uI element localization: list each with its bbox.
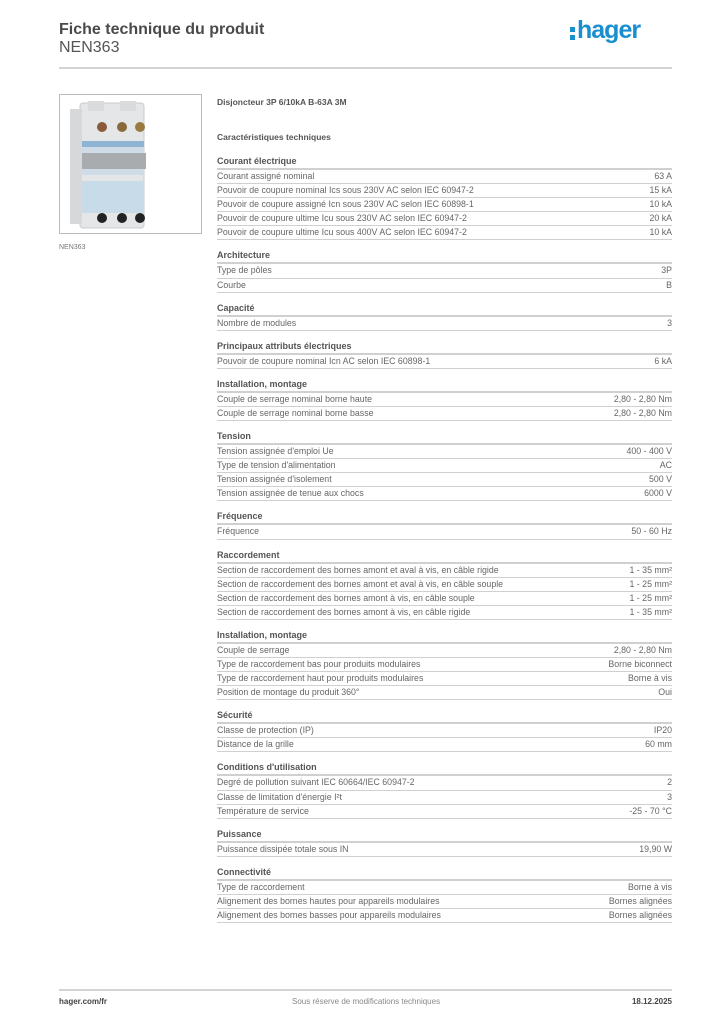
spec-label: Classe de limitation d'énergie I²t: [217, 791, 342, 802]
spec-section: [217, 828, 672, 857]
spec-label: Type de pôles: [217, 265, 272, 276]
spec-label: Section de raccordement des bornes amont et aval à vis, en câble souple: [217, 578, 504, 589]
spec-row: [217, 264, 672, 278]
spec-label: Section de raccordement des bornes amont à vis, en câble rigide: [217, 606, 471, 617]
spec-label: Position de montage du produit 360°: [217, 687, 360, 698]
spec-value: 500 V: [649, 474, 672, 485]
spec-value: 19,90 W: [639, 843, 672, 854]
spec-label: Alignement des bornes basses pour appareils modulaires: [217, 910, 441, 920]
spec-label: Courant assigné nominal: [217, 171, 315, 181]
spec-value: 400 - 400 V: [626, 446, 672, 457]
section-title: Installation, montage: [217, 378, 672, 393]
spec-section: [217, 866, 672, 923]
spec-row: [217, 407, 672, 421]
spec-label: Alignement des bornes hautes pour appareils modulaires: [217, 895, 440, 906]
spec-row: [217, 791, 672, 805]
spec-row: [217, 564, 672, 578]
spec-label: Température de service: [217, 805, 309, 816]
spec-row: [217, 212, 672, 226]
spec-row: [217, 724, 672, 738]
spec-value: 3: [667, 317, 672, 328]
spec-row: [217, 198, 672, 212]
spec-section: [217, 549, 672, 620]
section-title: Raccordement: [217, 549, 672, 564]
section-title: Puissance: [217, 828, 672, 843]
spec-value: AC: [659, 460, 672, 471]
section-title: Capacité: [217, 302, 672, 317]
section-title: Courant électrique: [217, 155, 672, 170]
spec-value: 6 kA: [654, 355, 672, 366]
spec-section: [217, 249, 672, 292]
spec-label: Puissance dissipée totale sous IN: [217, 843, 349, 854]
spec-row: [217, 843, 672, 857]
spec-label: Couple de serrage: [217, 644, 290, 655]
spec-section: [217, 430, 672, 501]
spec-value: 15 kA: [649, 185, 672, 196]
spec-value: Oui: [658, 687, 672, 698]
spec-value: 1 - 25 mm²: [629, 592, 672, 603]
spec-value: 1 - 35 mm²: [629, 606, 672, 617]
spec-section: [217, 510, 672, 539]
spec-row: [217, 355, 672, 369]
spec-label: Type de raccordement haut pour produits modulaires: [217, 673, 424, 684]
spec-value: 6000 V: [644, 488, 672, 499]
spec-label: Distance de la grille: [217, 739, 294, 750]
spec-row: [217, 459, 672, 473]
spec-label: Section de raccordement des bornes amont et aval à vis, en câble rigide: [217, 564, 499, 575]
spec-value: 2,80 - 2,80 Nm: [613, 393, 672, 404]
spec-row: [217, 686, 672, 700]
spec-label: Pouvoir de coupure nominal Ics sous 230V AC selon IEC 60947-2: [217, 185, 474, 196]
spec-value: 1 - 25 mm²: [629, 578, 672, 589]
spec-label: Type de raccordement bas pour produits modulaires: [217, 658, 421, 669]
section-title: Conditions d'utilisation: [217, 761, 672, 776]
spec-row: [217, 805, 672, 819]
spec-value: IP20: [653, 725, 672, 736]
spec-value: 63 A: [654, 171, 672, 181]
spec-row: [217, 881, 672, 895]
spec-label: Pouvoir de coupure assigné Icn sous 230V AC selon IEC 60898-1: [217, 199, 474, 210]
spec-value: 2,80 - 2,80 Nm: [613, 644, 672, 655]
spec-value: 50 - 60 Hz: [631, 526, 672, 537]
spec-row: [217, 317, 672, 331]
spec-section: [217, 302, 672, 331]
image-caption: NEN363: [59, 244, 86, 251]
spec-row: [217, 525, 672, 539]
spec-label: Degré de pollution suivant IEC 60664/IEC 60947-2: [217, 777, 415, 788]
spec-label: Nombre de modules: [217, 317, 297, 328]
section-title: Tension: [217, 430, 672, 445]
spec-content: [217, 95, 672, 923]
spec-row: [217, 393, 672, 407]
spec-value: 2,80 - 2,80 Nm: [613, 407, 672, 418]
spec-row: [217, 672, 672, 686]
spec-label: Type de tension d'alimentation: [217, 460, 336, 471]
spec-label: Tension assignée d'emploi Ue: [217, 446, 334, 457]
section-title: Sécurité: [217, 709, 672, 724]
spec-section: [217, 340, 672, 369]
section-title: Architecture: [217, 249, 672, 264]
spec-value: Bornes alignées: [608, 910, 672, 920]
spec-label: Tension assignée de tenue aux chocs: [217, 488, 364, 499]
spec-label: Couple de serrage nominal borne haute: [217, 393, 373, 404]
spec-value: Borne à vis: [627, 673, 672, 684]
spec-section: [217, 761, 672, 818]
spec-value: 10 kA: [649, 199, 672, 210]
spec-row: [217, 578, 672, 592]
spec-row: [217, 473, 672, 487]
spec-section: [217, 629, 672, 700]
hager-logo: hager: [570, 16, 640, 45]
spec-value: 2: [667, 777, 672, 788]
spec-row: [217, 279, 672, 293]
spec-section: [217, 378, 672, 421]
spec-row: [217, 592, 672, 606]
product-image: [59, 94, 202, 234]
spec-section: [217, 155, 672, 240]
spec-label: Pouvoir de coupure ultime Icu sous 400V AC selon IEC 60947-2: [217, 227, 467, 238]
spec-row: [217, 170, 672, 184]
spec-row: [217, 776, 672, 790]
spec-row: [217, 445, 672, 459]
spec-row: [217, 738, 672, 752]
spec-value: Bornes alignées: [608, 895, 672, 906]
spec-label: Classe de protection (IP): [217, 725, 314, 736]
product-code: NEN363: [59, 39, 120, 56]
product-name: Disjoncteur 3P 6/10kA B-63A 3M: [217, 97, 347, 107]
spec-row: [217, 658, 672, 672]
spec-row: [217, 909, 672, 923]
spec-row: [217, 644, 672, 658]
spec-value: Borne biconnect: [608, 658, 672, 669]
page-title: Fiche technique du produit: [59, 21, 265, 38]
spec-label: Pouvoir de coupure nominal Icn AC selon IEC 60898-1: [217, 355, 431, 366]
section-title: Principaux attributs électriques: [217, 340, 672, 355]
spec-value: 3P: [661, 265, 672, 276]
section-title: Connectivité: [217, 866, 672, 881]
spec-label: Fréquence: [217, 526, 260, 537]
spec-label: Section de raccordement des bornes amont à vis, en câble souple: [217, 592, 475, 603]
spec-value: 10 kA: [649, 227, 672, 238]
logo-dots-icon: [570, 27, 575, 40]
spec-row: [217, 184, 672, 198]
spec-value: 60 mm: [645, 739, 672, 750]
header-divider: [59, 67, 672, 69]
footer-date: 18.12.2025: [631, 997, 672, 1006]
spec-value: 20 kA: [649, 213, 672, 224]
footer-divider: [59, 989, 672, 991]
spec-row: [217, 487, 672, 501]
spec-label: Couple de serrage nominal borne basse: [217, 407, 374, 418]
footer-website[interactable]: hager.com/fr: [59, 997, 108, 1006]
characteristics-title: Caractéristiques techniques: [217, 132, 331, 142]
spec-row: [217, 895, 672, 909]
spec-label: Courbe: [217, 279, 246, 290]
spec-label: Tension assignée d'isolement: [217, 474, 332, 485]
spec-value: 1 - 35 mm²: [629, 564, 672, 575]
footer-disclaimer: Sous réserve de modifications techniques: [292, 997, 441, 1006]
spec-row: [217, 606, 672, 620]
section-title: Fréquence: [217, 510, 672, 525]
spec-label: Type de raccordement: [217, 881, 305, 892]
spec-value: -25 - 70 °C: [629, 805, 672, 816]
section-title: Installation, montage: [217, 629, 672, 644]
spec-section: [217, 709, 672, 752]
spec-row: [217, 226, 672, 240]
spec-label: Pouvoir de coupure ultime Icu sous 230V AC selon IEC 60947-2: [217, 213, 467, 224]
spec-value: 3: [667, 791, 672, 802]
spec-value: B: [666, 279, 672, 290]
spec-value: Borne à vis: [627, 881, 672, 892]
